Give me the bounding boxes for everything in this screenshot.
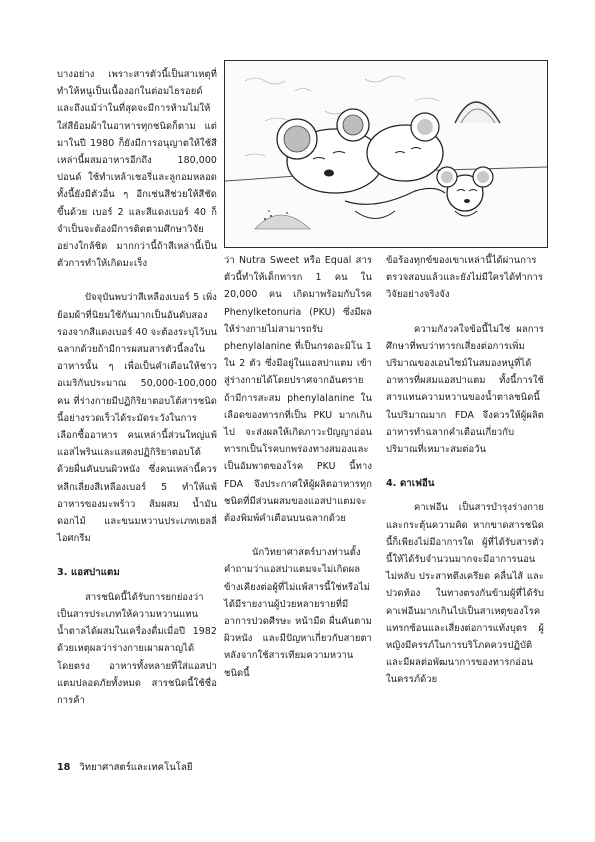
paragraph: ว่า Nutra Sweet หรือ Equal สารตัวนี้ทำให้เด็กทารก 1 คน ใน 20,000 คน เกิดมาพร้อมกับโรค Phenylketonuria (PKU) ซึ่งมีผลให้ร่างกายไม่สามารถรับ phenylalanine ที่เป็นกรดอะมิโน 1 ใน 2 ตัว ซึ่งมีอยู่ในแอสปาแตม เข้าสู่ร่างกายได้โดยปราศจากอันตราย ถ้ามีการสะสม phenylalanine ในเลือดของทารกที่เป็น PKU มากเกินไป จะส่งผลให้เกิดภาวะปัญญาอ่อน ทารกเป็นโรคบกพร่องทางสมองและเป็นอัมพาตของโรค PKU นี้ทาง FDA จึงประกาศให้ผู้ผลิตอาหารทุกชนิดที่มีส่วนผสมของแอสปาแตมจะต้องพิมพ์คำเตือนบนฉลากด้วย [224,255,372,525]
publication-name: วิทยาศาสตร์และเทคโนโลยี [79,762,193,773]
paragraph: ปัจจุบันพบว่าสีเหลืองเบอร์ 5 เพิ่งย้อมผ้าที่นิยมใช้กันมากเป็นอันดับสองรองจากสีแดงเบอร์ 40 จะต้องระบุไว้บนฉลากด้วยถ้ามีการผสมสารตัวนี้ลงในอาหารนั้น ๆ เพื่อเป็นคำเตือนให้ชาวอเมริกันประมาณ 50,000-100,000 คน ที่ร่างกายมีปฏิกิริยาตอบโต้สารชนิดนี้อย่างรวดเร็วได้ระมัดระวังในการเลือกซื้ออาหาร คนเหล่านี้ส่วนใหญ่แพ้แอสไพรินและแสดงปฏิกิริยาตอบโต้ด้วยผื่นคันบนผิวหนัง ซึ่งคนเหล่านี้ควรหลีกเลี่ยงสีเหลืองเบอร์ 5 ทำให้แพ้อาหารของมะพร้าว ส้มผสม น้ำมันดอกไม้ และขนมหวานประเภทเยลลี่ไอศกรีม [57,292,218,545]
paragraph: นักวิทยาศาสตร์บางท่านตั้งคำถามว่าแอสปาแตมจะไม่เกิดผลข้างเคียงต่อผู้ที่ไม่แพ้สารนี้ใช่หรือไม่ ได้มีรายงานผู้ป่วยหลายรายที่มีอาการปวดศีรษะ หน้ามืด ผื่นคันตามผิวหนัง และมีปัญหาเกี่ยวกับสายตาหลังจากใช้สารเทียมความหวานชนิดนี้ [224,547,372,679]
paragraph: สารชนิดนี้ได้รับการยกย่องว่าเป็นสารประเภทให้ความหวานแทนน้ำตาลได้ผสมในเครื่องดื่มเมื่อปี 1982 ด้วยเหตุผลว่าร่างกายเผาผลาญได้โดยตรง อาหารทั้งหลายที่ใส่แอสปาแตมปลอดภัยทั้งหมด สารชนิดนี้ใช้ชื่อการค้า [57,591,217,706]
illustration-sleeping-mice [224,60,548,248]
text-column-left [57,66,217,709]
page-footer [57,760,198,775]
text-column-middle [224,252,372,682]
paragraph: บางอย่าง เพราะสารตัวนี้เป็นสาเหตุที่ทำให้หนูเป็นเนื้องอกในต่อมไธรอยด์ และถึงแม้ว่าในที่สุดจะมีการห้ามไม่ให้ใส่สีย้อมผ้าในอาหารทุกชนิดก็ตาม แต่มาในปี 1980 ก็ยังมีการอนุญาตให้ใช้สีเหล่านี้ผสมอาหารอีกถึง 180,000 ปอนด์ ใช้ทำเหล้าเชอรี่และลูกอมหลอด ทั้งนี้ยังมีตัวอื่น ๆ อีกเช่นสีช่วยให้สีชัดขึ้นด้วย เบอร์ 2 และสีแดงเบอร์ 40 ก็จำเป็นจะต้องมีการติดตามศึกษาวิจัยอย่างใกล้ชิด มากกว่านี้ถ้าสีเหล่านี้เป็นตัวการทำให้เกิดมะเร็ง [57,69,217,270]
paragraph: คาเฟอีน เป็นสารบำรุงร่างกายและกระตุ้นความคิด หากขาดสารชนิดนี้ก็เพียงไม่มีอาการใด ผู้ที่ได้รับสารตัวนี้ให้ได้รับจำนวนมากจะมีอาการนอนไม่หลับ ประสาทตึงเครียด คลื่นไส้ และปวดท้อง ในทางตรงกันข้ามผู้ที่ได้รับคาเฟอีนมากเกินไปเป็นสาเหตุของโรคแทรกซ้อนและเสี่ยงต่อการแท้งบุตร ผู้หญิงมีครรภ์ในการบริโภคควรปฏิบัติ และมีผลต่อพัฒนาการของทารกอ่อนในครรภ์ด้วย [386,502,544,686]
paragraph: ความกังวลใจข้อนี้ไม่ใช่ ผลการศึกษาที่พบว่าทารกเสี่ยงต่อการเพิ่มปริมาณของเอนไซม์ในสมองหนูที่ได้อาหารที่ผสมแอสปาแตม ทั้งนี้การใช้สารแทนความหวานของน้ำตาลชนิดนี้ในปริมาณมาก FDA จึงควรให้ผู้ผลิตอาหารทำฉลากคำเตือนเกี่ยวกับปริมาณที่เหมาะสมต่อวัน [386,323,544,456]
page-number: 18 [57,762,71,773]
text-column-right [386,252,544,689]
section-heading: 3. แอสปาแตม [57,567,120,579]
paragraph: ข้อร้องทุกข์ของเขาเหล่านี้ได้ผ่านการตรวจสอบแล้วและยังไม่มีใครได้ทำการวิจัยอย่างจริงจัง [386,255,544,301]
mice-drawing [225,61,547,247]
section-heading: 4. ดาเฟอีน [386,478,435,490]
